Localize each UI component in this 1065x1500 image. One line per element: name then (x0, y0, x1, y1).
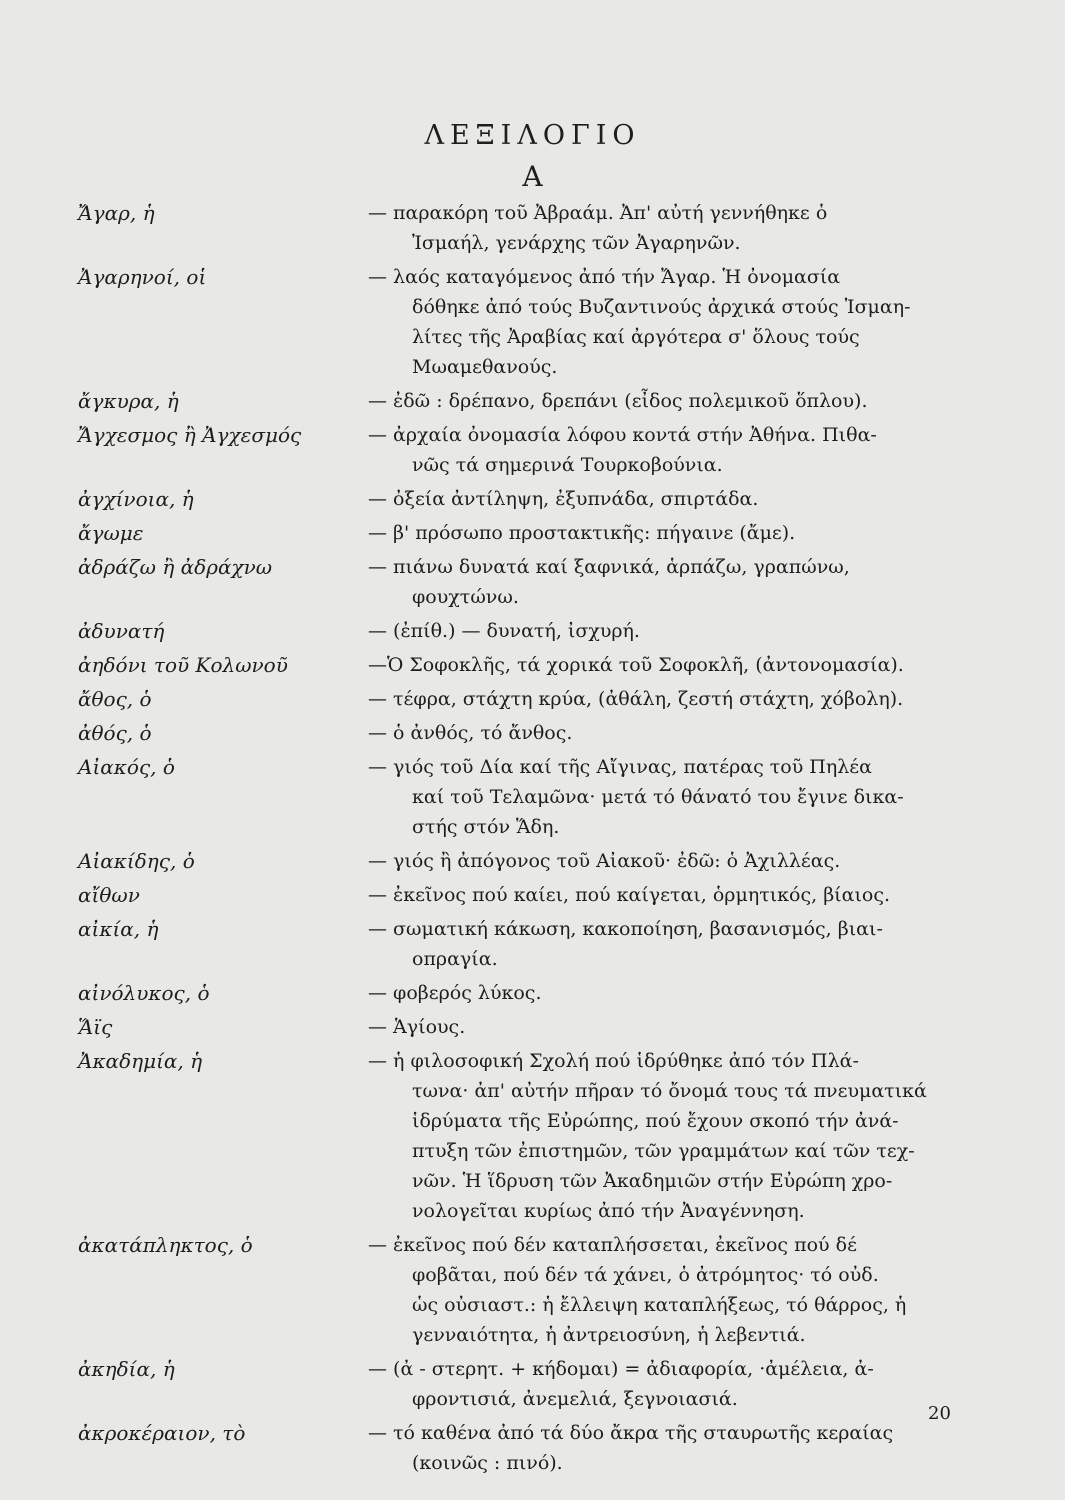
entry-definition (368, 846, 958, 876)
entry-headword: Ἀγαρηνοί, οἱ (78, 265, 207, 289)
definition-line: ὡς οὐσιαστ.: ἡ ἔλλειψη καταπλήξεως, τό θάρρος, ἡ (412, 1294, 907, 1316)
entry-definition (368, 1046, 958, 1226)
glossary-entry (78, 1012, 958, 1042)
entry-definition (368, 518, 958, 548)
glossary-entry (78, 518, 958, 548)
definition-line: νῶς τά σημερινά Τουρκοβούνια. (412, 454, 723, 476)
glossary-entry (78, 386, 958, 416)
definition-line: — ἀρχαία ὀνομασία λόφου κοντά στήν Ἀθήνα. Πιθα- (368, 424, 877, 446)
definition-line: — ὁ ἀνθός, τό ἄνθος. (368, 722, 573, 744)
entry-headword: ἄγκυρα, ἡ (78, 389, 179, 413)
entry-headword: ἀκηδία, ἡ (78, 1357, 175, 1381)
entry-headword: ἀγχίνοια, ἡ (78, 487, 194, 511)
definition-line: — τέφρα, στάχτη κρύα, (ἀθάλη, ζεστή στάχτη, χόβολη). (368, 688, 904, 710)
definition-line: — (ἐπίθ.) — δυνατή, ἰσχυρή. (368, 620, 640, 642)
entry-definition (368, 616, 958, 646)
definition-line: — τό καθένα ἀπό τά δύο ἄκρα τῆς σταυρωτῆς κεραίας (368, 1422, 894, 1444)
definition-line: φροντισιά, ἀνεμελιά, ξεγνοιασιά. (412, 1388, 738, 1410)
entry-headword: ἄγωμε (78, 521, 144, 545)
definition-line: δόθηκε ἀπό τούς Βυζαντινούς ἀρχικά στούς Ἰσμαη- (412, 296, 911, 318)
section-letter: Α (522, 160, 543, 193)
definition-line: — ἐδῶ : δρέπανο, δρεπάνι (εἶδος πολεμικοῦ ὅπλου). (368, 390, 868, 412)
definition-line: στής στόν Ἅδη. (412, 816, 560, 838)
entry-headword: Ἀκαδημία, ἡ (78, 1049, 203, 1073)
glossary-entry (78, 484, 958, 514)
definition-line: —Ὁ Σοφοκλῆς, τά χορικά τοῦ Σοφοκλῆ, (ἀντονομασία). (368, 654, 904, 676)
glossary-entry (78, 684, 958, 714)
glossary-entry (78, 552, 958, 612)
entry-headword: ἀκατάπληκτος, ὁ (78, 1233, 253, 1257)
definition-line: — ἐκεῖνος πού καίει, πού καίγεται, ὁρμητικός, βίαιος. (368, 884, 891, 906)
glossary-entry (78, 1354, 958, 1414)
definition-line: νολογεῖται κυρίως ἀπό τήν Ἀναγέννηση. (412, 1200, 805, 1222)
glossary-entry (78, 650, 958, 680)
entry-definition (368, 880, 958, 910)
entry-definition (368, 1418, 958, 1478)
definition-line: — ἡ φιλοσοφική Σχολή πού ἱδρύθηκε ἀπό τόν Πλά- (368, 1050, 859, 1072)
entry-headword: ἀκροκέραιον, τὸ (78, 1421, 246, 1445)
entry-definition (368, 914, 958, 974)
definition-line: νῶν. Ἡ ἵδρυση τῶν Ἀκαδημιῶν στήν Εὐρώπη χρο- (412, 1170, 893, 1192)
entry-headword: Αἰακίδης, ὁ (78, 849, 195, 873)
glossary-entry (78, 198, 958, 258)
entry-headword: αἰνόλυκος, ὁ (78, 981, 210, 1005)
definition-line: — (ἀ - στερητ. + κήδομαι) = ἀδιαφορία, ·ἀμέλεια, ἀ- (368, 1358, 874, 1380)
entry-definition (368, 420, 958, 480)
entry-definition (368, 650, 958, 680)
entry-headword: αἰκία, ἡ (78, 917, 159, 941)
entry-headword: Ἄγχεσμος ἢ Ἀγχεσμός (78, 423, 302, 447)
entry-headword: ἀθός, ὁ (78, 721, 152, 745)
definition-line: φουχτώνω. (412, 586, 519, 608)
glossary-list (78, 198, 958, 1482)
glossary-entry (78, 616, 958, 646)
entry-headword: ἄθος, ὁ (78, 687, 152, 711)
entry-headword: Ἅϊς (78, 1015, 113, 1039)
entry-headword: ἀδράζω ἢ ἀδράχνω (78, 555, 273, 579)
entry-definition (368, 1354, 958, 1414)
definition-line: πτυξη τῶν ἐπιστημῶν, τῶν γραμμάτων καί τῶν τεχ- (412, 1140, 915, 1162)
entry-definition (368, 484, 958, 514)
entry-headword: αἴθων (78, 883, 140, 907)
glossary-entry (78, 718, 958, 748)
entry-definition (368, 262, 958, 382)
glossary-entry (78, 978, 958, 1008)
definition-line: — ἐκεῖνος πού δέν καταπλήσσεται, ἐκεῖνος πού δέ (368, 1234, 857, 1256)
glossary-entry (78, 262, 958, 382)
glossary-entry (78, 1418, 958, 1478)
definition-line: — πιάνω δυνατά καί ξαφνικά, ἁρπάζω, γραπώνω, (368, 556, 850, 578)
glossary-entry (78, 1046, 958, 1226)
definition-line: Μωαμεθανούς. (412, 356, 558, 378)
glossary-entry (78, 752, 958, 842)
entry-headword: ἀδυνατή (78, 619, 165, 643)
definition-line: λίτες τῆς Ἀραβίας καί ἀργότερα σ' ὅλους τούς (412, 326, 860, 348)
entry-definition (368, 718, 958, 748)
entry-definition (368, 198, 958, 258)
entry-definition (368, 684, 958, 714)
definition-line: ἱδρύματα τῆς Εὐρώπης, πού ἔχουν σκοπό τήν ἀνά- (412, 1110, 899, 1132)
definition-line: — Ἁγίους. (368, 1016, 466, 1038)
entry-definition (368, 1012, 958, 1042)
definition-line: — λαός καταγόμενος ἀπό τήν Ἄγαρ. Ἡ ὀνομασία (368, 266, 841, 288)
definition-line: — ὀξεία ἀντίληψη, ἐξυπνάδα, σπιρτάδα. (368, 488, 759, 510)
definition-line: καί τοῦ Τελαμῶνα· μετά τό θάνατό του ἔγινε δικα- (412, 786, 904, 808)
definition-line: Ἰσμαήλ, γενάρχης τῶν Ἀγαρηνῶν. (412, 232, 741, 254)
definition-line: γενναιότητα, ἡ ἀντρειοσύνη, ἡ λεβεντιά. (412, 1324, 806, 1346)
entry-definition (368, 1230, 958, 1350)
glossary-entry (78, 1230, 958, 1350)
entry-definition (368, 386, 958, 416)
definition-line: (κοινῶς : πινό). (412, 1452, 563, 1474)
glossary-entry (78, 846, 958, 876)
page-title: ΛΕΞΙΛΟΓΙΟ (424, 120, 641, 151)
definition-line: — φοβερός λύκος. (368, 982, 542, 1004)
definition-line: φοβᾶται, πού δέν τά χάνει, ὁ ἀτρόμητος· τό οὐδ. (412, 1264, 879, 1286)
definition-line: — β' πρόσωπο προστακτικῆς: πήγαινε (ἄμε). (368, 522, 796, 544)
definition-line: — γιός τοῦ Δία καί τῆς Αἴγινας, πατέρας τοῦ Πηλέα (368, 756, 872, 778)
glossary-entry (78, 914, 958, 974)
entry-headword: ἀηδόνι τοῦ Κολωνοῦ (78, 653, 288, 677)
entry-definition (368, 552, 958, 612)
entry-definition (368, 752, 958, 842)
definition-line: — γιός ἢ ἀπόγονος τοῦ Αἰακοῦ· ἐδῶ: ὁ Ἀχιλλέας. (368, 850, 841, 872)
entry-definition (368, 978, 958, 1008)
definition-line: — παρακόρη τοῦ Ἀβραάμ. Ἀπ' αὐτή γεννήθηκε ὁ (368, 202, 828, 224)
definition-line: — σωματική κάκωση, κακοποίηση, βασανισμός, βιαι- (368, 918, 883, 940)
entry-headword: Αἰακός, ὁ (78, 755, 175, 779)
page-number: 20 (928, 1403, 951, 1424)
definition-line: τωνα· ἀπ' αὐτήν πῆραν τό ὄνομά τους τά πνευματικά (412, 1080, 927, 1102)
entry-headword: Ἄγαρ, ἡ (78, 201, 155, 225)
glossary-entry (78, 880, 958, 910)
definition-line: οπραγία. (412, 948, 498, 970)
glossary-entry (78, 420, 958, 480)
